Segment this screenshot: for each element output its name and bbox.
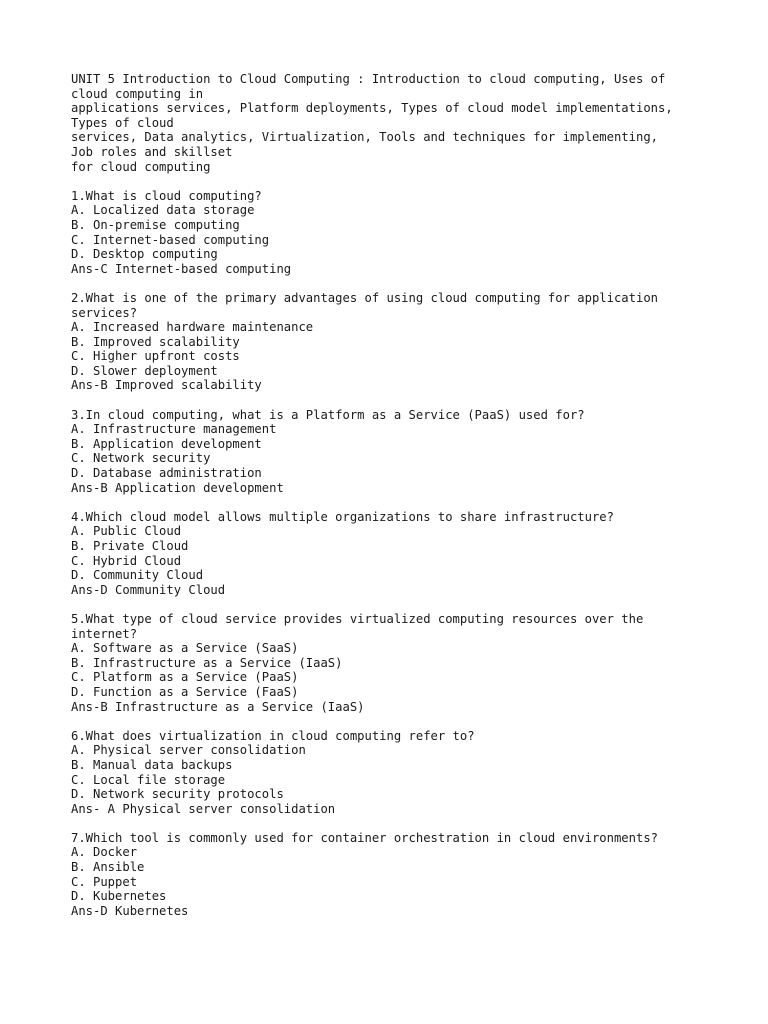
question-block: [71, 291, 751, 393]
option-b: B. Improved scalability: [71, 334, 240, 349]
option-a: A. Docker: [71, 845, 138, 860]
option-c: C. Puppet: [71, 874, 138, 889]
option-a: A. Infrastructure management: [71, 422, 277, 437]
header-line: cloud computing in: [71, 86, 204, 101]
option-b: B. Application development: [71, 436, 262, 451]
header-line: UNIT 5 Introduction to Cloud Computing : Introduction to cloud computing, Uses of: [71, 72, 666, 86]
question-text: 3.In cloud computing, what is a Platform as a Service (PaaS) used for?: [71, 407, 585, 422]
answer-text: Ans-B Application development: [71, 480, 284, 495]
option-b: B. Private Cloud: [71, 539, 189, 553]
option-d: D. Community Cloud: [71, 568, 204, 583]
option-a: A. Public Cloud: [71, 524, 182, 539]
document-page: [71, 72, 751, 933]
option-c: C. Local file storage: [71, 772, 226, 787]
option-d: D. Network security protocols: [71, 787, 284, 802]
option-a: A. Physical server consolidation: [71, 743, 306, 758]
question-text: 1.What is cloud computing?: [71, 188, 262, 203]
answer-text: Ans-B Improved scalability: [71, 378, 262, 393]
header-line: Types of cloud: [71, 115, 174, 130]
question-text: internet?: [71, 626, 138, 641]
option-b: B. Infrastructure as a Service (IaaS): [71, 655, 343, 670]
option-a: A. Increased hardware maintenance: [71, 320, 314, 335]
answer-text: Ans-D Community Cloud: [71, 582, 226, 597]
option-d: D. Kubernetes: [71, 889, 167, 904]
question-text: 2.What is one of the primary advantages of using cloud computing for application: [71, 290, 658, 305]
question-block: [71, 831, 751, 919]
option-b: B. Ansible: [71, 860, 145, 875]
question-block: [71, 189, 751, 277]
option-d: D. Function as a Service (FaaS): [71, 684, 299, 699]
option-c: C. Network security: [71, 451, 211, 466]
option-a: A. Localized data storage: [71, 203, 255, 218]
answer-text: Ans-D Kubernetes: [71, 903, 189, 918]
question-text: 7.Which tool is commonly used for container orchestration in cloud environments?: [71, 830, 658, 845]
option-c: C. Hybrid Cloud: [71, 553, 182, 568]
answer-text: Ans-B Infrastructure as a Service (IaaS): [71, 699, 365, 714]
question-text: 6.What does virtualization in cloud computing refer to?: [71, 728, 475, 743]
option-a: A. Software as a Service (SaaS): [71, 641, 299, 656]
option-b: B. Manual data backups: [71, 757, 233, 772]
option-c: C. Higher upfront costs: [71, 349, 240, 364]
question-text: 4.Which cloud model allows multiple organizations to share infrastructure?: [71, 509, 614, 524]
answer-text: Ans-C Internet-based computing: [71, 261, 292, 276]
answer-text: Ans- A Physical server consolidation: [71, 801, 336, 816]
option-b: B. On-premise computing: [71, 217, 240, 232]
question-block: [71, 612, 751, 714]
option-d: D. Database administration: [71, 466, 262, 481]
header-line: Job roles and skillset: [71, 144, 233, 159]
option-c: C. Platform as a Service (PaaS): [71, 670, 299, 685]
option-c: C. Internet-based computing: [71, 232, 270, 247]
question-text: 5.What type of cloud service provides virtualized computing resources over the: [71, 611, 644, 626]
header-line: services, Data analytics, Virtualization, Tools and techniques for implementing,: [71, 130, 658, 145]
header-line: for cloud computing: [71, 159, 211, 174]
header-line: applications services, Platform deployments, Types of cloud model implementations,: [71, 101, 673, 116]
question-text: services?: [71, 305, 138, 320]
question-block: [71, 408, 751, 496]
unit-header: [71, 72, 751, 174]
option-d: D. Desktop computing: [71, 247, 218, 262]
question-block: [71, 510, 751, 598]
option-d: D. Slower deployment: [71, 363, 218, 378]
question-block: [71, 729, 751, 817]
